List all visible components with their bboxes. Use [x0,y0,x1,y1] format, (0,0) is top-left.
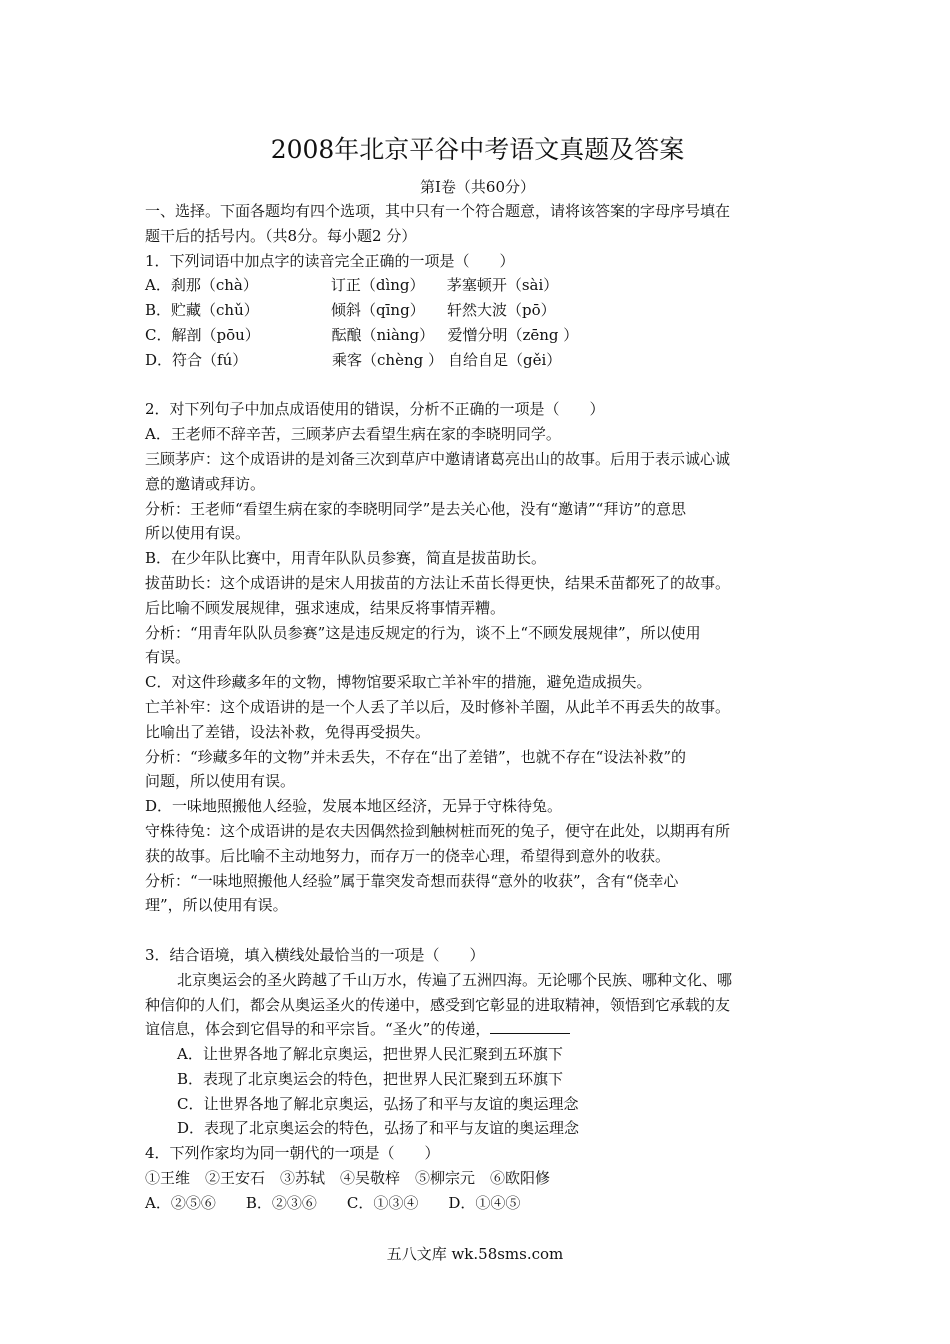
question-2-line: 后比喻不顾发展规律，强求速成，结果反将事情弄糟。 [145,598,506,617]
section-instruction-cont: 题干后的括号内。（共8分。每小题2 分） [145,226,417,245]
question-1-option-c: C．解剖（pōu） 酝酿（niàng） 爱憎分明（zēng ） [145,323,810,348]
question-3-option-a: A．让世界各地了解北京奥运，把世界人民汇聚到五环旗下 [177,1045,563,1064]
section-instruction: 一、选择。下面各题均有四个选项，其中只有一个符合题意，请将该答案的字母序号填在 [145,202,731,220]
option-a-word-2: 订正（dìng） [330,276,425,295]
question-2-line: 亡羊补牢：这个成语讲的是一个人丢了羊以后，及时修补羊圈，从此羊不再丢失的故事。 [145,697,731,716]
question-2-line: 三顾茅庐：这个成语讲的是刘备三次到草庐中邀请诸葛亮出山的故事。后用于表示诚心诚 [145,449,731,468]
question-2-line: 分析：“一味地照搬他人经验”属于靠突发奇想而获得“意外的收获”，含有“侥幸心 [145,871,679,890]
option-a-word-3: 茅塞顿开（sài） [446,276,559,295]
question-2-line: 意的邀请或拜访。 [145,474,266,493]
question-2-line: 所以使用有误。 [145,524,251,543]
question-2-line: 理”，所以使用有误。 [145,896,288,915]
spacer [145,373,810,398]
question-2-line: 比喻出了差错，设法补救，免得再受损失。 [145,722,431,741]
option-d-word-2: 乘客（chèng ） [332,350,444,369]
question-2-stem: 2．对下列句子中加点成语使用的错误，分析不正确的一项是（ ） [145,400,605,419]
fill-in-blank [490,1019,570,1034]
question-2-line: 获的故事。后比喻不主动地努力，而存万一的侥幸心理，希望得到意外的收获。 [145,846,671,865]
question-3-passage: 北京奥运会的圣火跨越了千山万水，传遍了五洲四海。无论哪个民族、哪种文化、哪 [177,970,733,989]
option-c-word-3: 爱憎分明（zēng ） [447,325,579,344]
document-title: 2008年北京平谷中考语文真题及答案 [270,135,685,164]
question-1-option-d: D．符合（fú） 乘客（chèng ） 自给自足（gěi） [145,348,810,373]
question-2-line: 问题，所以使用有误。 [145,772,296,791]
document-subtitle: 第Ⅰ卷（共60分） [419,178,535,196]
question-2-line: 拔苗助长：这个成语讲的是宋人用拔苗的方法让禾苗长得更快，结果禾苗都死了的故事。 [145,573,731,592]
question-2-line: A．王老师不辞辛苦，三顾茅庐去看望生病在家的李晓明同学。 [145,425,561,444]
question-1-option-a: A．刹那（chà） 订正（dìng） 茅塞顿开（sài） [145,273,810,298]
question-2-line: D．一味地照搬他人经验，发展本地区经济，无异于守株待兔。 [145,797,563,816]
question-2-line: C．对这件珍藏多年的文物，博物馆要采取亡羊补牢的措施，避免造成损失。 [145,673,652,692]
question-2-line: 分析：“用青年队队员参赛”这是违反规定的行为，谈不上“不顾发展规律”，所以使用 [145,623,701,642]
question-4-options: A．②⑤⑥ B．②③⑥ C．①③④ D．①④⑤ [145,1193,521,1212]
question-2-line: B．在少年队比赛中，用青年队队员参赛，简直是拔苗助长。 [145,549,547,568]
spacer [145,918,810,943]
question-3-passage: 谊信息，体会到它倡导的和平宗旨。“圣火”的传递， [145,1017,810,1042]
option-c-word-2: 酝酿（niàng） [331,325,435,344]
footer-watermark: 五八文库 wk.58sms.com [386,1245,564,1263]
option-c-word-1: 解剖（pōu） [171,325,260,344]
question-4-stem: 4．下列作家均为同一朝代的一项是（ ） [145,1144,440,1163]
option-b-word-2: 倾斜（qīng） [331,301,425,320]
document-body [145,199,810,1216]
question-1-option-b: B．贮藏（chǔ） 倾斜（qīng） 轩然大波（pō） [145,298,810,323]
option-b-word-3: 轩然大波（pō） [447,301,556,320]
question-3-option-c: C．让世界各地了解北京奥运，弘扬了和平与友谊的奥运理念 [177,1094,579,1113]
question-2-line: 守株待兔：这个成语讲的是农夫因偶然捡到触树桩而死的兔子，便守在此处，以期再有所 [145,821,731,840]
question-2-line: 分析：王老师“看望生病在家的李晓明同学”是去关心他，没有“邀请”“拜访”的意思 [145,499,687,518]
question-1-stem: 1．下列词语中加点字的读音完全正确的一项是（ ） [145,251,515,270]
option-d-word-1: 符合（fú） [172,350,248,369]
question-4-authors: ①王维 ②王安石 ③苏轼 ④吴敬梓 ⑤柳宗元 ⑥欧阳修 [145,1169,551,1188]
question-3-passage: 种信仰的人们，都会从奥运圣火的传递中，感受到它彰显的进取精神，领悟到它承载的友 [145,995,731,1014]
question-2-line: 分析：“珍藏多年的文物”并未丢失，不存在“出了差错”，也就不存在“设法补救”的 [145,747,687,766]
question-3-option-b: B．表现了北京奥运会的特色，把世界人民汇聚到五环旗下 [177,1069,564,1088]
question-2-line: 有误。 [145,648,191,667]
option-b-word-1: 贮藏（chǔ） [171,301,259,320]
question-3-stem: 3．结合语境，填入横线处最恰当的一项是（ ） [145,945,485,964]
question-3-option-d: D．表现了北京奥运会的特色，弘扬了和平与友谊的奥运理念 [177,1119,580,1138]
option-a-word-1: 刹那（chà） [170,276,258,295]
option-d-word-3: 自给自足（gěi） [448,350,562,369]
